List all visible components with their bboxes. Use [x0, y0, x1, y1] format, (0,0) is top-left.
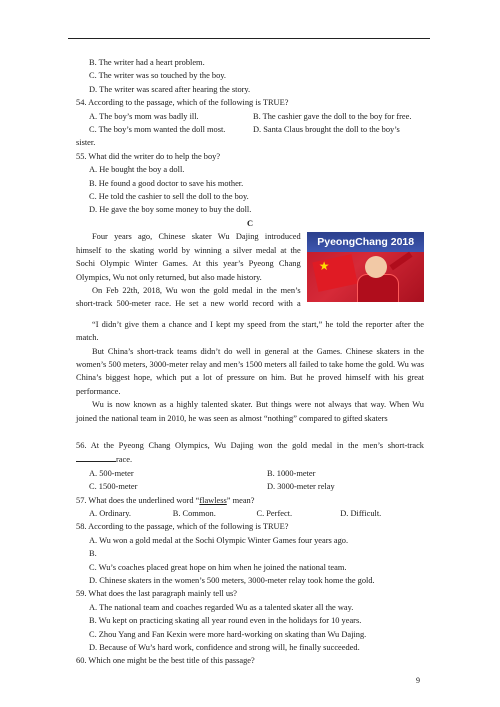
- q59-option-a: A. The national team and coaches regarded Wu as a talented skater all the way.: [89, 602, 354, 612]
- q56-option-a: A. 500-meter: [89, 468, 134, 478]
- passage-intro: [76, 230, 424, 310]
- q53-option-b: B. The writer had a heart problem.: [89, 58, 205, 67]
- q54-options-row-2: [76, 123, 424, 136]
- passage-line: On Feb 22th, 2018, Wu won the gold medal in the men’s: [92, 285, 301, 295]
- q53-option-c: C. The writer was so touched by the boy.: [89, 71, 226, 81]
- answer-blank: [76, 452, 116, 462]
- q54-stem: 54. According to the passage, which of the following is TRUE?: [76, 98, 289, 108]
- passage-line: Four years ago, Chinese skater Wu Dajing introduced: [92, 232, 301, 242]
- page-number: 9: [416, 676, 420, 685]
- passage-paragraph-teams: But China’s short-track teams didn’t do well in general at the Games. Chinese skaters in the women’s 500 meters, 3000-meter relay and men’s 1500 meters all failed to take home the gold. Wu was China’s biggest hope, which put a lot of pressure on him. But he proved himself with his great performance.: [76, 346, 424, 396]
- header-rule: [68, 38, 430, 39]
- q59-option-d: D. Because of Wu’s hard work, confidence and strong will, he finally succeeded.: [89, 643, 360, 653]
- q56-options-row-2: [76, 480, 424, 493]
- q54-option-d: D. Santa Claus brought the doll to the boy’s: [253, 125, 400, 135]
- q58-option-a: A. Wu won a gold medal at the Sochi Olympic Winter Games four years ago.: [89, 535, 349, 545]
- q58-option-b: B.: [89, 549, 97, 559]
- q55-option-d: D. He gave the boy some money to buy the doll.: [89, 205, 252, 215]
- q53-option-d: D. The writer was scared after hearing the story.: [89, 84, 251, 94]
- skater-body: [357, 274, 399, 302]
- q59-option-b: B. Wu kept on practicing skating all year round even in the holidays for 10 years.: [89, 616, 362, 626]
- q55-option-b: B. He found a good doctor to save his mother.: [89, 178, 244, 188]
- q54-options-row-1: [76, 110, 424, 123]
- q59-option-c: C. Zhou Yang and Fan Kexin were more hard-working on skating than Wu Dajing.: [89, 629, 367, 639]
- q55-option-c: C. He told the cashier to sell the doll to the boy.: [89, 192, 249, 202]
- q57-option-a: A. Ordinary.: [89, 509, 132, 518]
- q57-option-d: D. Difficult.: [340, 509, 382, 518]
- passage-intro-text: [76, 230, 301, 310]
- skater-head: [365, 256, 387, 278]
- q57-underlined-word: flawless: [199, 495, 227, 505]
- q56-option-d: D. 3000-meter relay: [267, 482, 335, 492]
- olympics-photo: [307, 232, 424, 302]
- section-heading: C: [246, 218, 254, 228]
- passage-paragraph-quote: “I didn’t give them a chance and I kept my speed from the start,” he told the reporter after the match.: [76, 319, 424, 343]
- q57-option-b: B. Common.: [172, 509, 216, 518]
- page-content: [76, 56, 424, 668]
- q55-option-a: A. He bought the boy a doll.: [89, 165, 185, 175]
- q57-stem: [76, 494, 424, 507]
- photo-banner: PyeongChang 2018: [307, 232, 424, 252]
- passage-paragraph-talent: Wu is now known as a highly talented skater. But things were not always that way. When Wu joined the national team in 2010, he was seen as almost “nothing” compared to gifted skaters: [76, 400, 424, 423]
- q56-options-row-1: [76, 467, 424, 480]
- passage-line: Olympics, Wu not only returned, but also made history.: [76, 272, 262, 282]
- q54-option-b: B. The cashier gave the doll to the boy for free.: [253, 111, 412, 121]
- q57-stem-suffix: ” mean?: [226, 495, 255, 505]
- passage-line: short-track 500-meter race. He set a new world record with a: [76, 299, 301, 309]
- passage-line: Sochi Olympic Winter Games. At this year’s Pyeong Chang: [76, 259, 301, 269]
- q56-option-c: C. 1500-meter: [89, 482, 138, 492]
- q57-stem-prefix: 57. What does the underlined word “: [76, 495, 200, 505]
- q56-stem-suffix: race.: [116, 455, 133, 465]
- q54-option-d-cont: sister.: [76, 138, 96, 148]
- q58-option-c: C. Wu’s coaches placed great hope on him when he joined the national team.: [89, 562, 347, 572]
- q56-stem: 56. At the Pyeong Chang Olympics, Wu Dajing won the gold medal in the men’s short-track: [76, 440, 424, 450]
- q55-stem: 55. What did the writer do to help the boy?: [76, 151, 221, 161]
- q58-stem: 58. According to the passage, which of the following is TRUE?: [76, 522, 289, 532]
- q54-option-c: C. The boy’s mom wanted the doll most.: [89, 125, 226, 135]
- q56-option-b: B. 1000-meter: [267, 468, 316, 478]
- q59-stem: 59. What does the last paragraph mainly tell us?: [76, 589, 238, 599]
- q58-option-d: D. Chinese skaters in the women’s 500 meters, 3000-meter relay took home the gold.: [89, 576, 375, 586]
- q57-option-c: C. Perfect.: [256, 509, 293, 518]
- q54-option-a: A. The boy’s mom was badly ill.: [89, 111, 199, 121]
- q57-options: [76, 507, 424, 520]
- q56-stem-cont: [76, 452, 424, 466]
- star-icon: ★: [318, 259, 330, 274]
- skater-arm: [389, 252, 412, 271]
- passage-line: himself to the skating world by winning a silver medal at the: [76, 245, 301, 255]
- q60-stem: 60. Which one might be the best title of this passage?: [76, 656, 255, 666]
